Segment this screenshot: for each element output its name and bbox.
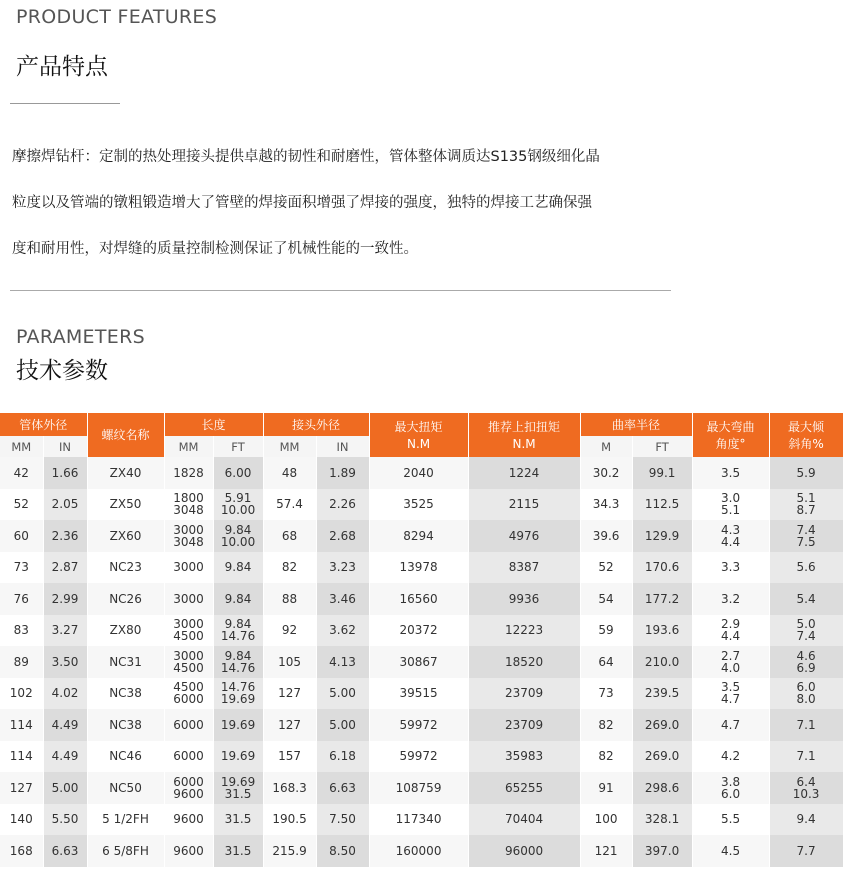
length-ft-cell-value: 19.69 <box>220 692 256 707</box>
max-bend-cell <box>692 583 769 615</box>
joint-in-cell: 2.68 <box>316 520 369 552</box>
pipe-mm-cell: 76 <box>0 583 43 615</box>
rec-torque-cell: 23709 <box>468 678 580 710</box>
header-pipe-od: 管体外径 <box>0 413 87 436</box>
length-mm-cell <box>164 552 213 584</box>
length-mm-cell <box>164 709 213 741</box>
max-bend-cell <box>692 741 769 773</box>
length-ft-cell-value: 9.84 <box>224 591 252 606</box>
max-tilt-cell-value: 5.0 <box>796 617 816 632</box>
table-row <box>0 678 843 710</box>
max-tilt-cell-value: 7.7 <box>796 843 816 858</box>
max-bend-cell <box>692 772 769 804</box>
max-bend-cell <box>692 489 769 521</box>
max-bend-cell-value: 6.0 <box>721 786 741 801</box>
length-mm-cell <box>164 583 213 615</box>
header-max-tilt <box>769 413 843 457</box>
max-torque-cell: 59972 <box>369 741 468 773</box>
length-mm-cell <box>164 804 213 836</box>
radius-ft-cell: 298.6 <box>632 772 692 804</box>
pipe-in-cell: 4.02 <box>43 678 87 710</box>
pipe-mm-cell: 168 <box>0 835 43 867</box>
thread-cell: ZX80 <box>87 615 164 647</box>
header-radius-m: M <box>580 436 632 457</box>
table-row <box>0 709 843 741</box>
radius-ft-cell: 397.0 <box>632 835 692 867</box>
max-bend-cell-value: 5.1 <box>721 503 741 518</box>
rec-torque-cell: 4976 <box>468 520 580 552</box>
radius-ft-cell: 129.9 <box>632 520 692 552</box>
header-max-tilt-line2: 斜角% <box>788 436 824 451</box>
header-joint-od: 接头外径 <box>263 413 369 436</box>
length-ft-cell-value: 9.84 <box>224 522 252 537</box>
pipe-in-cell: 2.99 <box>43 583 87 615</box>
length-ft-cell <box>213 552 263 584</box>
thread-cell: NC26 <box>87 583 164 615</box>
max-tilt-cell <box>769 489 843 521</box>
radius-ft-cell: 210.0 <box>632 646 692 678</box>
header-rec-torque-label: 推荐上扣扭矩 <box>488 419 561 434</box>
length-mm-cell <box>164 835 213 867</box>
joint-mm-cell: 127 <box>263 709 316 741</box>
length-ft-cell <box>213 489 263 521</box>
max-torque-cell: 160000 <box>369 835 468 867</box>
joint-mm-cell: 127 <box>263 678 316 710</box>
length-mm-cell-value: 3000 <box>173 617 204 632</box>
length-mm-cell-value: 3000 <box>173 648 204 663</box>
pipe-in-cell: 3.50 <box>43 646 87 678</box>
length-ft-cell-value: 19.69 <box>220 774 256 789</box>
length-ft-cell-value: 9.84 <box>224 617 252 632</box>
joint-in-cell: 6.18 <box>316 741 369 773</box>
length-mm-cell-value: 3000 <box>173 522 204 537</box>
joint-mm-cell: 105 <box>263 646 316 678</box>
max-torque-cell: 16560 <box>369 583 468 615</box>
length-mm-cell <box>164 646 213 678</box>
max-tilt-cell-value: 6.9 <box>796 660 816 675</box>
joint-in-cell: 5.00 <box>316 709 369 741</box>
length-mm-cell-value: 6000 <box>173 717 204 732</box>
max-bend-cell-value: 2.7 <box>721 648 741 663</box>
max-bend-cell-value: 4.2 <box>721 749 741 764</box>
max-bend-cell-value: 3.8 <box>721 774 741 789</box>
max-tilt-cell-value: 7.5 <box>796 534 816 549</box>
length-ft-cell-value: 14.76 <box>220 629 256 644</box>
max-bend-cell-value: 3.2 <box>721 591 741 606</box>
joint-mm-cell: 82 <box>263 552 316 584</box>
joint-in-cell: 7.50 <box>316 804 369 836</box>
parameters-table-body <box>0 457 843 867</box>
joint-mm-cell: 215.9 <box>263 835 316 867</box>
length-ft-cell <box>213 678 263 710</box>
header-max-bend-line2: 角度° <box>715 436 746 451</box>
pipe-mm-cell: 89 <box>0 646 43 678</box>
pipe-in-cell: 4.49 <box>43 709 87 741</box>
max-bend-cell-value: 5.5 <box>721 812 741 827</box>
joint-mm-cell: 92 <box>263 615 316 647</box>
length-mm-cell-value: 6000 <box>173 692 204 707</box>
pipe-in-cell: 3.27 <box>43 615 87 647</box>
radius-m-cell: 30.2 <box>580 457 632 489</box>
length-mm-cell <box>164 678 213 710</box>
max-tilt-cell-value: 6.0 <box>796 680 816 695</box>
table-row <box>0 741 843 773</box>
length-ft-cell-value: 31.5 <box>224 843 252 858</box>
pipe-mm-cell: 102 <box>0 678 43 710</box>
pipe-in-cell: 2.87 <box>43 552 87 584</box>
radius-ft-cell: 269.0 <box>632 741 692 773</box>
joint-mm-cell: 157 <box>263 741 316 773</box>
header-max-tilt-line1: 最大倾 <box>788 419 825 434</box>
pipe-in-cell: 1.66 <box>43 457 87 489</box>
rec-torque-cell: 70404 <box>468 804 580 836</box>
length-mm-cell-value: 3048 <box>173 503 204 518</box>
length-ft-cell-value: 19.69 <box>220 749 256 764</box>
radius-m-cell: 59 <box>580 615 632 647</box>
rec-torque-cell: 96000 <box>468 835 580 867</box>
table-row <box>0 615 843 647</box>
max-tilt-cell <box>769 709 843 741</box>
length-ft-cell <box>213 520 263 552</box>
max-tilt-cell-value: 4.6 <box>796 648 816 663</box>
length-ft-cell <box>213 646 263 678</box>
max-tilt-cell-value: 5.9 <box>796 465 816 480</box>
radius-ft-cell: 170.6 <box>632 552 692 584</box>
features-heading-en: PRODUCT FEATURES <box>16 6 218 28</box>
table-row <box>0 835 843 867</box>
length-ft-cell-value: 10.00 <box>220 503 256 518</box>
length-mm-cell <box>164 741 213 773</box>
length-ft-cell <box>213 615 263 647</box>
header-max-bend <box>692 413 769 457</box>
header-pipe-in: IN <box>43 436 87 457</box>
length-ft-cell-value: 19.69 <box>220 717 256 732</box>
max-torque-cell: 8294 <box>369 520 468 552</box>
max-bend-cell <box>692 646 769 678</box>
max-bend-cell-value: 4.5 <box>721 843 741 858</box>
thread-cell: ZX60 <box>87 520 164 552</box>
table-row <box>0 489 843 521</box>
length-mm-cell-value: 9600 <box>173 843 204 858</box>
max-bend-cell-value: 2.9 <box>721 617 741 632</box>
max-torque-cell: 117340 <box>369 804 468 836</box>
header-thread: 螺纹名称 <box>87 413 164 457</box>
rec-torque-cell: 23709 <box>468 709 580 741</box>
joint-mm-cell: 48 <box>263 457 316 489</box>
max-bend-cell <box>692 520 769 552</box>
length-mm-cell <box>164 457 213 489</box>
table-row <box>0 772 843 804</box>
length-ft-cell-value: 9.84 <box>224 648 252 663</box>
max-tilt-cell-value: 10.3 <box>792 786 820 801</box>
length-mm-cell <box>164 772 213 804</box>
description-line: 粒度以及管端的镦粗锻造增大了管壁的焊接面积增强了焊接的强度，独特的焊接工艺确保强 <box>12 195 592 211</box>
max-tilt-cell <box>769 520 843 552</box>
length-mm-cell-value: 9600 <box>173 812 204 827</box>
pipe-mm-cell: 60 <box>0 520 43 552</box>
thread-cell: ZX50 <box>87 489 164 521</box>
max-bend-cell-value: 3.0 <box>721 491 741 506</box>
max-bend-cell <box>692 709 769 741</box>
max-torque-cell: 108759 <box>369 772 468 804</box>
thread-cell: 6 5/8FH <box>87 835 164 867</box>
max-tilt-cell <box>769 457 843 489</box>
header-pipe-mm: MM <box>0 436 43 457</box>
thread-cell: NC31 <box>87 646 164 678</box>
joint-in-cell: 3.46 <box>316 583 369 615</box>
pipe-mm-cell: 52 <box>0 489 43 521</box>
rec-torque-cell: 2115 <box>468 489 580 521</box>
rec-torque-cell: 9936 <box>468 583 580 615</box>
features-description <box>12 134 692 272</box>
pipe-mm-cell: 127 <box>0 772 43 804</box>
max-tilt-cell <box>769 804 843 836</box>
length-ft-cell-value: 31.5 <box>224 812 252 827</box>
rec-torque-cell: 1224 <box>468 457 580 489</box>
rec-torque-cell: 65255 <box>468 772 580 804</box>
joint-in-cell: 2.26 <box>316 489 369 521</box>
length-mm-cell <box>164 489 213 521</box>
table-row <box>0 520 843 552</box>
max-tilt-cell <box>769 678 843 710</box>
thread-cell: NC38 <box>87 709 164 741</box>
header-length: 长度 <box>164 413 263 436</box>
length-mm-cell-value: 9600 <box>173 786 204 801</box>
features-heading-cn: 产品特点 <box>16 54 108 80</box>
max-bend-cell-value: 3.3 <box>721 560 741 575</box>
length-mm-cell-value: 4500 <box>173 660 204 675</box>
thread-cell: NC38 <box>87 678 164 710</box>
length-ft-cell-value: 14.76 <box>220 680 256 695</box>
length-ft-cell <box>213 457 263 489</box>
joint-in-cell: 3.23 <box>316 552 369 584</box>
radius-ft-cell: 269.0 <box>632 709 692 741</box>
max-bend-cell <box>692 552 769 584</box>
table-row <box>0 804 843 836</box>
header-joint-mm: MM <box>263 436 316 457</box>
header-max-torque-label: 最大扭矩 <box>394 419 443 434</box>
length-ft-cell-value: 14.76 <box>220 660 256 675</box>
joint-mm-cell: 88 <box>263 583 316 615</box>
pipe-in-cell: 5.00 <box>43 772 87 804</box>
joint-in-cell: 5.00 <box>316 678 369 710</box>
joint-in-cell: 6.63 <box>316 772 369 804</box>
header-radius-ft: FT <box>632 436 692 457</box>
length-ft-cell <box>213 835 263 867</box>
radius-m-cell: 54 <box>580 583 632 615</box>
length-mm-cell-value: 3000 <box>173 560 204 575</box>
pipe-in-cell: 6.63 <box>43 835 87 867</box>
rec-torque-cell: 35983 <box>468 741 580 773</box>
rec-torque-cell: 8387 <box>468 552 580 584</box>
pipe-mm-cell: 114 <box>0 709 43 741</box>
thread-cell: NC46 <box>87 741 164 773</box>
max-bend-cell <box>692 457 769 489</box>
max-torque-cell: 2040 <box>369 457 468 489</box>
max-bend-cell-value: 3.5 <box>721 465 741 480</box>
max-tilt-cell <box>769 615 843 647</box>
pipe-mm-cell: 42 <box>0 457 43 489</box>
thread-cell: 5 1/2FH <box>87 804 164 836</box>
pipe-mm-cell: 140 <box>0 804 43 836</box>
header-radius: 曲率半径 <box>580 413 692 436</box>
table-row <box>0 646 843 678</box>
length-mm-cell-value: 4500 <box>173 629 204 644</box>
radius-ft-cell: 99.1 <box>632 457 692 489</box>
max-tilt-cell <box>769 552 843 584</box>
max-tilt-cell-value: 7.4 <box>796 522 816 537</box>
radius-ft-cell: 177.2 <box>632 583 692 615</box>
length-ft-cell <box>213 709 263 741</box>
max-tilt-cell <box>769 741 843 773</box>
max-tilt-cell-value: 7.4 <box>796 629 816 644</box>
radius-m-cell: 34.3 <box>580 489 632 521</box>
thread-cell: ZX40 <box>87 457 164 489</box>
max-torque-cell: 13978 <box>369 552 468 584</box>
length-mm-cell <box>164 520 213 552</box>
max-bend-cell <box>692 615 769 647</box>
max-bend-cell-value: 4.4 <box>721 629 741 644</box>
length-ft-cell-value: 9.84 <box>224 560 252 575</box>
length-mm-cell-value: 1828 <box>173 465 204 480</box>
pipe-in-cell: 2.36 <box>43 520 87 552</box>
length-mm-cell-value: 3000 <box>173 591 204 606</box>
rec-torque-cell: 12223 <box>468 615 580 647</box>
max-torque-cell: 39515 <box>369 678 468 710</box>
description-line: 度和耐用性，对焊缝的质量控制检测保证了机械性能的一致性。 <box>12 241 418 257</box>
joint-in-cell: 8.50 <box>316 835 369 867</box>
length-mm-cell-value: 3048 <box>173 534 204 549</box>
max-torque-cell: 3525 <box>369 489 468 521</box>
max-tilt-cell <box>769 583 843 615</box>
max-torque-cell: 20372 <box>369 615 468 647</box>
max-bend-cell-value: 4.0 <box>721 660 741 675</box>
max-torque-cell: 59972 <box>369 709 468 741</box>
joint-in-cell: 3.62 <box>316 615 369 647</box>
max-tilt-cell-value: 7.1 <box>796 749 816 764</box>
joint-mm-cell: 57.4 <box>263 489 316 521</box>
radius-m-cell: 64 <box>580 646 632 678</box>
radius-m-cell: 82 <box>580 709 632 741</box>
length-ft-cell <box>213 772 263 804</box>
header-max-bend-line1: 最大弯曲 <box>706 419 755 434</box>
max-tilt-cell-value: 8.0 <box>796 692 816 707</box>
length-mm-cell <box>164 615 213 647</box>
max-tilt-cell <box>769 772 843 804</box>
header-length-ft: FT <box>213 436 263 457</box>
table-row <box>0 552 843 584</box>
header-max-torque <box>369 413 468 457</box>
section-divider <box>10 290 671 291</box>
joint-in-cell: 1.89 <box>316 457 369 489</box>
joint-mm-cell: 190.5 <box>263 804 316 836</box>
length-ft-cell <box>213 583 263 615</box>
max-tilt-cell <box>769 835 843 867</box>
max-tilt-cell-value: 6.4 <box>796 774 816 789</box>
length-ft-cell-value: 31.5 <box>224 786 252 801</box>
length-ft-cell <box>213 804 263 836</box>
radius-m-cell: 91 <box>580 772 632 804</box>
rec-torque-cell: 18520 <box>468 646 580 678</box>
max-tilt-cell-value: 5.1 <box>796 491 816 506</box>
joint-mm-cell: 68 <box>263 520 316 552</box>
parameters-heading-cn: 技术参数 <box>16 358 108 384</box>
max-torque-cell: 30867 <box>369 646 468 678</box>
length-ft-cell <box>213 741 263 773</box>
max-tilt-cell-value: 9.4 <box>796 812 816 827</box>
thread-cell: NC23 <box>87 552 164 584</box>
max-bend-cell <box>692 678 769 710</box>
max-tilt-cell-value: 8.7 <box>796 503 816 518</box>
table-row <box>0 583 843 615</box>
radius-ft-cell: 239.5 <box>632 678 692 710</box>
pipe-mm-cell: 83 <box>0 615 43 647</box>
header-rec-torque-unit: N.M <box>512 436 536 451</box>
radius-m-cell: 121 <box>580 835 632 867</box>
radius-m-cell: 52 <box>580 552 632 584</box>
max-bend-cell <box>692 804 769 836</box>
length-ft-cell-value: 5.91 <box>224 491 252 506</box>
max-bend-cell-value: 3.5 <box>721 680 741 695</box>
joint-mm-cell: 168.3 <box>263 772 316 804</box>
length-ft-cell-value: 10.00 <box>220 534 256 549</box>
pipe-in-cell: 2.05 <box>43 489 87 521</box>
radius-m-cell: 73 <box>580 678 632 710</box>
max-bend-cell-value: 4.3 <box>721 522 741 537</box>
radius-ft-cell: 112.5 <box>632 489 692 521</box>
max-bend-cell <box>692 835 769 867</box>
max-tilt-cell-value: 7.1 <box>796 717 816 732</box>
length-mm-cell-value: 6000 <box>173 749 204 764</box>
length-mm-cell-value: 1800 <box>173 491 204 506</box>
header-rec-torque <box>468 413 580 457</box>
thread-cell: NC50 <box>87 772 164 804</box>
radius-m-cell: 82 <box>580 741 632 773</box>
pipe-mm-cell: 114 <box>0 741 43 773</box>
radius-ft-cell: 193.6 <box>632 615 692 647</box>
table-row <box>0 457 843 489</box>
parameters-heading-en: PARAMETERS <box>16 326 145 348</box>
length-mm-cell-value: 6000 <box>173 774 204 789</box>
max-tilt-cell-value: 5.4 <box>796 591 816 606</box>
pipe-mm-cell: 73 <box>0 552 43 584</box>
header-length-mm: MM <box>164 436 213 457</box>
header-joint-in: IN <box>316 436 369 457</box>
max-bend-cell-value: 4.7 <box>721 717 741 732</box>
max-tilt-cell <box>769 646 843 678</box>
max-bend-cell-value: 4.7 <box>721 692 741 707</box>
header-max-torque-unit: N.M <box>406 436 431 451</box>
pipe-in-cell: 4.49 <box>43 741 87 773</box>
radius-m-cell: 39.6 <box>580 520 632 552</box>
max-tilt-cell-value: 5.6 <box>796 560 816 575</box>
parameters-table <box>0 413 844 867</box>
pipe-in-cell: 5.50 <box>43 804 87 836</box>
length-ft-cell-value: 6.00 <box>224 465 252 480</box>
max-bend-cell-value: 4.4 <box>721 534 741 549</box>
features-divider <box>10 103 120 104</box>
radius-m-cell: 100 <box>580 804 632 836</box>
length-mm-cell-value: 4500 <box>173 680 204 695</box>
description-line: 摩擦焊钻杆：定制的热处理接头提供卓越的韧性和耐磨性，管体整体调质达S135钢级细化晶 <box>12 149 600 165</box>
radius-ft-cell: 328.1 <box>632 804 692 836</box>
joint-in-cell: 4.13 <box>316 646 369 678</box>
